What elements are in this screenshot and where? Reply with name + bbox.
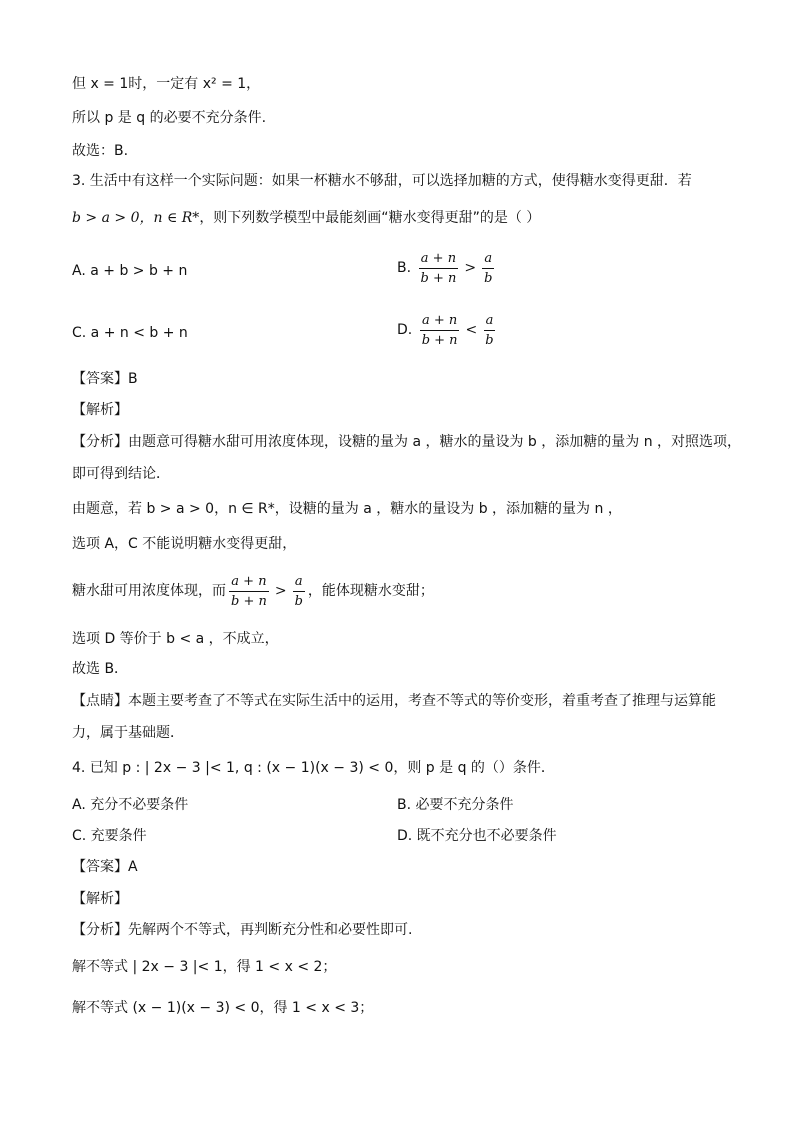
denominator: b + n xyxy=(231,593,267,609)
solution-line xyxy=(72,571,434,611)
comment-text: 力，属于基础题． xyxy=(72,725,184,741)
fraction xyxy=(482,250,494,287)
option-b xyxy=(397,248,497,288)
numerator: a + n xyxy=(420,312,459,331)
option-a: A. a + b > b + n xyxy=(72,263,188,279)
denominator: b + n xyxy=(421,332,458,348)
fraction xyxy=(420,312,460,349)
answer-label: 【答案】B xyxy=(72,371,138,387)
numerator: a + n xyxy=(229,573,268,592)
solution-text: 糖水甜可用浓度体现，而 xyxy=(72,583,226,599)
fraction xyxy=(483,312,495,349)
denominator: b xyxy=(485,332,494,348)
numerator: a + n xyxy=(419,250,458,269)
option-label: B. xyxy=(397,260,412,276)
option-d: D. 既不充分也不必要条件 xyxy=(397,828,557,844)
solution-line: 解不等式 | 2x − 3 |< 1，得 1 < x < 2； xyxy=(72,959,337,975)
text-line: 所以 p 是 q 的必要不充分条件. xyxy=(72,110,267,126)
analysis-text: 即可得到结论． xyxy=(72,466,170,482)
solution-line: 选项 A，C 不能说明糖水变得更甜， xyxy=(72,536,297,552)
solution-line: 选项 D 等价于 b < a ，不成立， xyxy=(72,631,279,647)
fraction xyxy=(293,573,305,610)
option-d xyxy=(397,310,499,350)
option-label: D. xyxy=(397,322,413,338)
condition-expression: b > a > 0，n ∈ R* xyxy=(72,210,200,226)
numerator: a xyxy=(484,312,496,331)
solution-line: 由题意，若 b > a > 0，n ∈ R*，设糖的量为 a ，糖水的量设为 b ，添加糖的量为 n ， xyxy=(72,501,622,517)
text-line: 故选：B. xyxy=(72,143,129,159)
analysis-text: 【分析】先解两个不等式，再判断充分性和必要性即可. xyxy=(72,922,413,938)
denominator: b xyxy=(484,270,493,286)
denominator: b + n xyxy=(420,270,457,286)
option-b: B. 必要不充分条件 xyxy=(397,797,514,813)
answer-label: 【答案】A xyxy=(72,859,138,875)
text-line: 但 x = 1时，一定有 x² = 1， xyxy=(72,76,261,92)
stem-text: ，则下列数学模型中最能刻画“糖水变得更甜”的是（ ） xyxy=(199,210,541,226)
analysis-label: 【解析】 xyxy=(72,402,128,418)
fraction xyxy=(229,573,269,610)
numerator: a xyxy=(293,573,305,592)
numerator: a xyxy=(482,250,494,269)
operator: > xyxy=(274,583,287,599)
option-c: C. a + n < b + n xyxy=(72,325,188,341)
option-c: C. 充要条件 xyxy=(72,828,147,844)
comment-text: 【点睛】本题主要考查了不等式在实际生活中的运用，考查不等式的等价变形，着重考查了推理与运算能 xyxy=(72,693,716,709)
solution-line: 解不等式 (x − 1)(x − 3) < 0，得 1 < x < 3； xyxy=(72,1000,374,1016)
question-4-stem: 4. 已知 p : | 2x − 3 |< 1, q : (x − 1)(x − 3) < 0，则 p 是 q 的（）条件． xyxy=(72,760,555,776)
option-a: A. 充分不必要条件 xyxy=(72,797,189,813)
operator: > xyxy=(464,260,477,276)
solution-text: ，能体现糖水变甜； xyxy=(307,583,434,599)
analysis-label: 【解析】 xyxy=(72,891,128,907)
analysis-text: 【分析】由题意可得糖水甜可用浓度体现，设糖的量为 a ，糖水的量设为 b ，添加糖的量为 n ，对照选项， xyxy=(72,434,742,450)
question-3-stem: 3. 生活中有这样一个实际问题：如果一杯糖水不够甜，可以选择加糖的方式，使得糖水变得更甜．若 xyxy=(72,173,692,189)
denominator: b xyxy=(294,593,303,609)
operator: < xyxy=(465,322,478,338)
fraction xyxy=(419,250,459,287)
solution-line: 故选 B． xyxy=(72,661,129,677)
question-3-stem-continued xyxy=(72,208,540,228)
